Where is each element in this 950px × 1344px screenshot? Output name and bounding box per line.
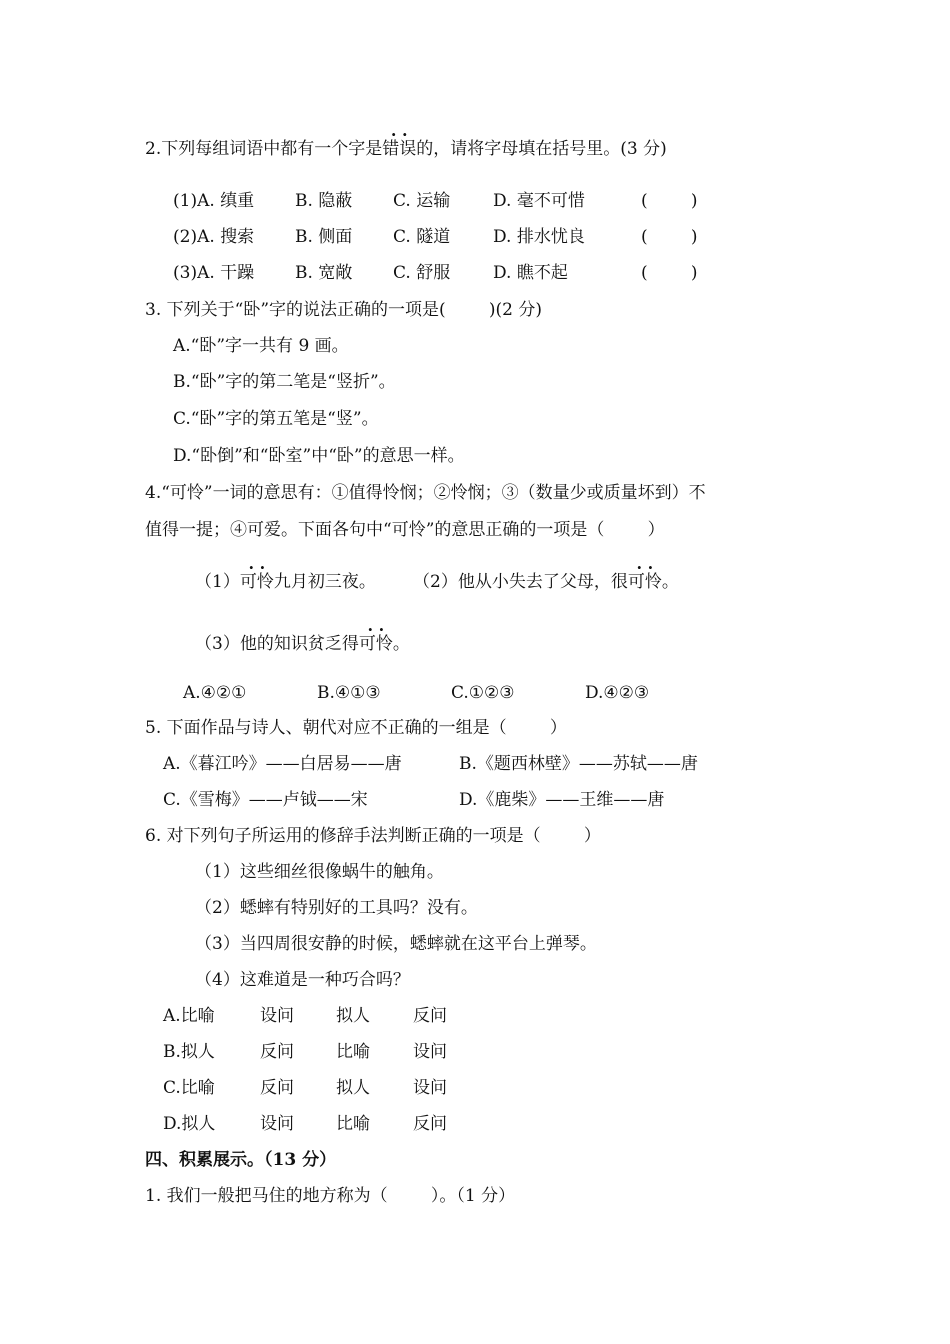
q6-option-c-1: C.比喻: [163, 1078, 215, 1098]
q6-option-c: [163, 1077, 447, 1099]
q6-option-b-3: 比喻: [336, 1042, 370, 1062]
q4-option-d: D.④②③: [585, 683, 650, 703]
q5-stem: 5. 下面作品与诗人、朝代对应不正确的一组是（ ）: [145, 718, 567, 738]
q2-row-3-answer-blank[interactable]: ( ): [641, 263, 698, 283]
q2-stem-part-a: 2.下列每组词语中都有一个字是: [145, 139, 383, 159]
q6-option-c-3: 拟人: [336, 1078, 370, 1098]
q6-option-c-4: 设问: [413, 1078, 447, 1098]
q6-option-a-1: A.比喻: [163, 1006, 215, 1026]
q2-row-2-c: C. 隧道: [393, 227, 451, 247]
q2-stem: [145, 138, 667, 160]
q6-sentence-1: （1）这些细丝很像蜗牛的触角。: [195, 862, 444, 882]
q2-row-2-d: D. 排水忧良: [493, 227, 585, 247]
q4-sentence-2-text: （2）他从小失去了父母，很: [413, 572, 628, 592]
q2-row-3-a: (3)A. 干躁: [173, 263, 255, 283]
q4-sentence-1-emphasis: · · 可怜: [240, 571, 274, 593]
q5-option-c: C.《雪梅》——卢钺——宋: [163, 790, 368, 810]
q4-sentence-2-end: 。: [661, 572, 679, 592]
q4-sentence-2-emphasis: · · 可怜: [628, 571, 662, 593]
q2-row-2-answer-blank[interactable]: ( ): [641, 227, 698, 247]
q4-sentence-3-emphasis: · · 可怜: [359, 633, 393, 655]
q3-option-c: C.“卧”字的第五笔是“竖”。: [173, 409, 379, 429]
q5-options-row-2: [163, 789, 664, 811]
q2-row-3-d: D. 瞧不起: [493, 263, 568, 283]
q3-stem: 3. 下列关于“卧”字的说法正确的一项是( )(2 分): [145, 300, 542, 320]
q6-option-b: [163, 1041, 447, 1063]
q6-option-a-3: 拟人: [336, 1006, 370, 1026]
q2-row-2: [173, 226, 698, 248]
q3-option-a: A.“卧”字一共有 9 画。: [173, 336, 349, 356]
q2-row-2-a: (2)A. 搜索: [173, 227, 255, 247]
q6-option-b-2: 反问: [260, 1042, 294, 1062]
q5-option-b: B.《题西林壁》——苏轼——唐: [459, 754, 698, 774]
q4-sentence-3-text: （3）他的知识贫乏得: [195, 634, 359, 654]
section-4-title: 四、积累展示。（13 分）: [145, 1150, 337, 1170]
q2-row-3-b: B. 宽敞: [295, 263, 353, 283]
q4-sentence-1-text: 九月初三夜。: [273, 572, 376, 592]
q6-option-d: [163, 1113, 447, 1135]
q4-sentence-1: [195, 571, 376, 593]
q3-option-b: B.“卧”字的第二笔是“竖折”。: [173, 372, 396, 392]
q6-option-b-1: B.拟人: [163, 1042, 215, 1062]
q6-option-d-3: 比喻: [336, 1114, 370, 1134]
q4-stem-line-2: 值得一提；④可爱。下面各句中“可怜”的意思正确的一项是（ ）: [145, 520, 665, 540]
q6-option-c-2: 反问: [260, 1078, 294, 1098]
q6-option-d-1: D.拟人: [163, 1114, 216, 1134]
q3-option-d: D.“卧倒”和“卧室”中“卧”的意思一样。: [173, 446, 465, 466]
q2-row-1-b: B. 隐蔽: [295, 191, 353, 211]
q4-option-c: C.①②③: [451, 683, 515, 703]
q2-stem-emphasis: · · 错误: [382, 138, 416, 160]
q6-sentence-3: （3）当四周很安静的时候，蟋蟀就在这平台上弹琴。: [195, 934, 597, 954]
q2-row-1-c: C. 运输: [393, 191, 451, 211]
q5-option-a: A.《暮江吟》——白居易——唐: [163, 754, 402, 774]
q2-row-3-c: C. 舒服: [393, 263, 451, 283]
q5-option-d: D.《鹿柴》——王维——唐: [459, 790, 665, 810]
q4-stem-line-1: 4.“可怜”一词的意思有：①值得怜悯；②怜悯；③（数量少或质量坏到）不: [145, 483, 706, 503]
q6-option-a-2: 设问: [260, 1006, 294, 1026]
q6-option-b-4: 设问: [413, 1042, 447, 1062]
q4-option-b: B.④①③: [317, 683, 381, 703]
q2-row-1-d: D. 毫不可惜: [493, 191, 585, 211]
q6-sentence-2: （2）蟋蟀有特别好的工具吗？没有。: [195, 898, 478, 918]
q2-row-3: [173, 262, 698, 284]
q6-option-a: [163, 1005, 447, 1027]
q2-stem-part-b: 的，请将字母填在括号里。(3 分): [416, 139, 667, 159]
q5-options-row-1: [163, 753, 698, 775]
section-4-q1: 1. 我们一般把马住的地方称为（ ）。（1 分）: [145, 1186, 516, 1206]
q6-sentence-4: （4）这难道是一种巧合吗？: [195, 970, 410, 990]
q2-row-2-b: B. 侧面: [295, 227, 353, 247]
q4-option-a: A.④②①: [183, 683, 247, 703]
q6-option-d-4: 反问: [413, 1114, 447, 1134]
q4-sentence-3-end: 。: [392, 634, 410, 654]
q2-row-1: [173, 190, 698, 212]
q6-option-a-4: 反问: [413, 1006, 447, 1026]
q2-row-1-a: (1)A. 缜重: [173, 191, 255, 211]
q4-sentence-3: [195, 633, 410, 655]
q4-sentence-2: [413, 571, 679, 593]
q4-options: [183, 682, 649, 704]
q2-row-1-answer-blank[interactable]: ( ): [641, 191, 698, 211]
q6-stem: 6. 对下列句子所运用的修辞手法判断正确的一项是（ ）: [145, 826, 601, 846]
q4-sentence-1-label: （1）: [195, 572, 240, 592]
q6-option-d-2: 设问: [260, 1114, 294, 1134]
